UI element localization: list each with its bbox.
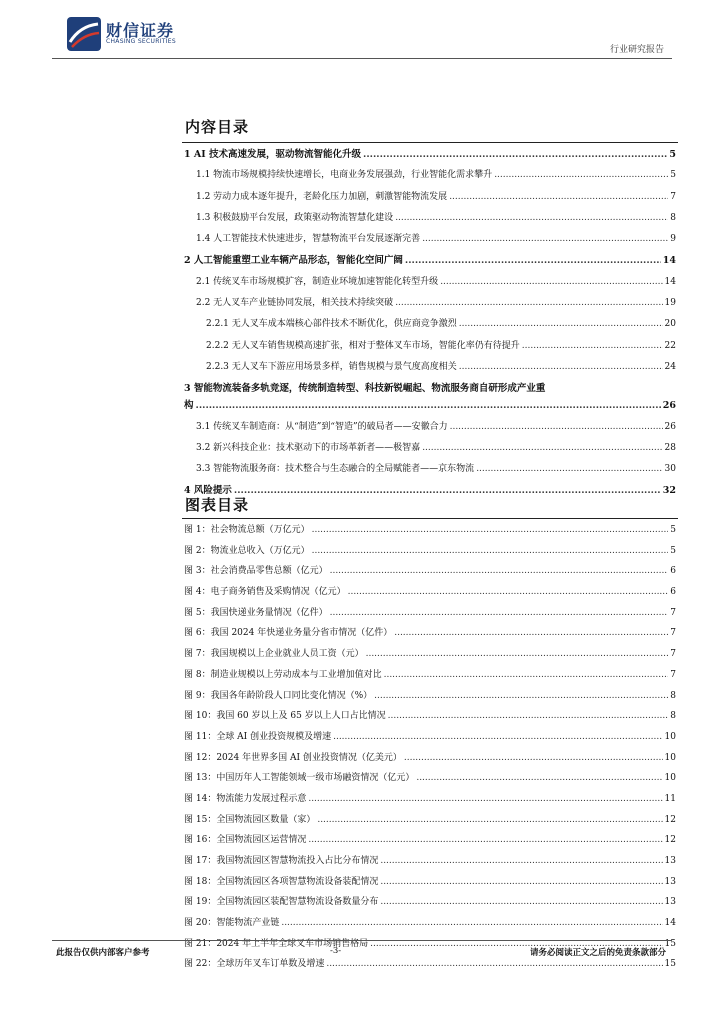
figure-leader-dots — [416, 773, 662, 783]
toc-entry-page: 32 — [662, 485, 676, 497]
toc-entry[interactable] — [184, 210, 676, 231]
figure-entry[interactable] — [184, 832, 676, 853]
table-of-contents — [184, 146, 676, 504]
figure-entry[interactable] — [184, 667, 676, 688]
figure-entry[interactable] — [184, 522, 676, 543]
toc-entry-page: 9 — [670, 234, 676, 245]
toc-entry-text: 1 AI 技术高速发展，驱动物流智能化升级 — [184, 149, 362, 160]
figure-entry[interactable] — [184, 853, 676, 874]
figure-entry-page: 7 — [670, 649, 676, 660]
figure-entry-text: 图 3：社会消费品零售总额（亿元） — [184, 566, 328, 577]
figures-title: 图表目录 — [185, 496, 250, 514]
figure-entry[interactable] — [184, 543, 676, 564]
figure-entry-text: 图 10：我国 60 岁以上及 65 岁以上人口占比情况 — [184, 711, 386, 722]
figure-entry-text: 图 14：物流能力发展过程示意 — [184, 793, 307, 804]
toc-leader-dots — [494, 170, 668, 180]
toc-entry-text: 3.3 智能物流服务商：技术整合与生态融合的全局赋能者——京东物流 — [196, 464, 475, 475]
figure-leader-dots — [326, 959, 662, 969]
company-logo — [66, 16, 186, 52]
figure-leader-dots — [312, 546, 669, 556]
toc-entry[interactable] — [184, 440, 676, 461]
figure-entry-text: 图 12：2024 年世界多国 AI 创业投资情况（亿美元） — [184, 752, 402, 763]
figures-rule — [182, 518, 678, 519]
toc-entry-text: 4 风险提示 — [184, 485, 232, 497]
figure-entry-page: 5 — [670, 525, 676, 535]
toc-entry-text: 2.2.3 无人叉车下游应用场景多样，销售规模与景气度高度相关 — [206, 361, 457, 372]
toc-entry[interactable] — [184, 461, 676, 482]
toc-title: 内容目录 — [185, 118, 250, 136]
toc-entry-text: 2.2 无人叉车产业链协同发展，相关技术持续突破 — [196, 298, 394, 309]
toc-entry-text: 3.2 新兴科技企业：技术驱动下的市场革新者——极智嘉 — [196, 442, 421, 453]
toc-leader-dots — [405, 255, 661, 266]
toc-leader-dots — [422, 443, 662, 453]
figure-leader-dots — [388, 711, 669, 721]
figure-entry-text: 图 16：全国物流园区运营情况 — [184, 835, 307, 846]
figure-entry-page: 7 — [670, 607, 676, 618]
figure-leader-dots — [348, 587, 669, 597]
toc-entry-page: 22 — [664, 340, 676, 351]
figure-entry[interactable] — [184, 750, 676, 771]
toc-entry-page: 7 — [670, 191, 676, 202]
figure-entry-page: 10 — [664, 752, 676, 763]
toc-entry[interactable] — [184, 295, 676, 316]
figure-leader-dots — [333, 732, 662, 742]
figure-entry[interactable] — [184, 874, 676, 895]
figure-entry-text: 图 19：全国物流园区装配智慧物流设备数量分布 — [184, 897, 379, 908]
footer-disclaimer-right: 请务必阅读正文之后的免责条款部分 — [529, 948, 666, 958]
toc-entry-page: 19 — [664, 298, 676, 309]
footer-disclaimer-left: 此报告仅供内部客户参考 — [56, 948, 150, 958]
toc-entry-page: 26 — [662, 400, 676, 412]
toc-rule — [182, 142, 678, 143]
footer-divider — [52, 940, 672, 941]
header-divider — [52, 58, 672, 59]
toc-entry[interactable] — [184, 338, 676, 359]
figure-entry-text: 图 17：我国物流园区智慧物流投入占比分布情况 — [184, 856, 379, 866]
brand-name-en: CHASING SECURITIES — [106, 38, 176, 45]
toc-entry-text: 2.2.1 无人叉车成本端核心部件技术不断优化，供应商竞争激烈 — [206, 319, 457, 330]
toc-entry-line[interactable] — [184, 380, 676, 397]
toc-leader-dots — [476, 464, 662, 474]
figure-entry-page: 7 — [670, 669, 676, 680]
brand-name-cn: 财信证券 — [106, 21, 175, 40]
toc-entry-text: 1.4 人工智能技术快速进步，智慧物流平台发展逐渐完善 — [196, 234, 421, 245]
figure-entry[interactable] — [184, 770, 676, 791]
figure-entry-page: 6 — [670, 587, 676, 598]
toc-entry[interactable] — [184, 231, 676, 252]
figure-entry[interactable] — [184, 729, 676, 750]
toc-entry-page: 26 — [664, 421, 676, 432]
toc-entry[interactable] — [184, 397, 676, 418]
toc-entry-page: 14 — [662, 255, 676, 267]
toc-leader-dots — [395, 213, 668, 223]
figure-entry-page: 12 — [664, 814, 676, 825]
toc-entry[interactable] — [184, 146, 676, 167]
figure-entry-text: 图 22：全球历年叉车订单数及增速 — [184, 959, 325, 970]
toc-leader-dots — [196, 400, 661, 411]
toc-leader-dots — [395, 298, 662, 308]
report-type: 行业研究报告 — [609, 45, 664, 55]
figure-leader-dots — [317, 815, 662, 825]
toc-leader-dots — [449, 192, 668, 202]
figure-entry-text: 图 15：全国物流园区数量（家） — [184, 814, 316, 825]
toc-entry-text: 2.1 传统叉车市场规模扩容，制造业环境加速智能化转型升级 — [196, 276, 439, 287]
figure-leader-dots — [380, 897, 662, 907]
figure-entry-text: 图 4：电子商务销售及采购情况（亿元） — [184, 587, 346, 598]
figure-entry-text: 图 11：全球 AI 创业投资规模及增速 — [184, 731, 332, 742]
figure-entry-text: 图 5：我国快递业务量情况（亿件） — [184, 607, 328, 618]
figure-entry[interactable] — [184, 708, 676, 729]
toc-entry-text: 1.3 积极鼓励平台发展，政策驱动物流智慧化建设 — [196, 212, 394, 223]
figure-leader-dots — [374, 691, 668, 701]
figure-entry-text: 图 18：全国物流园区各项智慧物流设备装配情况 — [184, 876, 379, 887]
figure-entry-text: 图 6：我国 2024 年快递业务量分省市情况（亿件） — [184, 628, 393, 639]
figure-entry-text: 图 2：物流业总收入（万亿元） — [184, 545, 310, 556]
figure-entry-text: 图 7：我国规模以上企业就业人员工资（元） — [184, 649, 364, 660]
toc-entry[interactable] — [184, 482, 676, 503]
toc-entry[interactable] — [184, 252, 676, 273]
toc-entry[interactable] — [184, 189, 676, 210]
toc-leader-dots — [459, 319, 663, 329]
figure-leader-dots — [380, 877, 662, 887]
figure-leader-dots — [330, 566, 669, 576]
toc-entry-text: 1.2 劳动力成本逐年提升，老龄化压力加剧，刺激智能物流发展 — [196, 191, 448, 202]
figure-entry-page: 8 — [670, 711, 676, 722]
toc-entry[interactable] — [184, 167, 676, 188]
figure-entry[interactable] — [184, 915, 676, 936]
logo-mark-icon — [66, 16, 102, 52]
toc-entry[interactable] — [184, 419, 676, 440]
figure-leader-dots — [281, 918, 662, 928]
figure-entry[interactable] — [184, 688, 676, 709]
toc-entry-page: 20 — [664, 319, 676, 330]
figure-entry-page: 12 — [664, 835, 676, 846]
toc-leader-dots — [522, 341, 663, 351]
figure-entry-page: 13 — [664, 876, 676, 887]
toc-leader-dots — [440, 277, 662, 287]
toc-entry-page: 5 — [669, 149, 676, 160]
figure-entry-page: 8 — [670, 690, 676, 701]
figures-list — [184, 522, 676, 977]
figure-entry-text: 图 21：2024 年上半年全球叉车市场销售格局 — [184, 938, 369, 949]
figure-entry[interactable] — [184, 646, 676, 667]
toc-entry-text: 1.1 物流市场规模持续快速增长，电商业务发展强劲，行业智能化需求攀升 — [196, 170, 493, 181]
toc-entry-page: 8 — [670, 212, 676, 223]
figure-entry[interactable] — [184, 605, 676, 626]
figure-entry[interactable] — [184, 563, 676, 584]
toc-entry-text: 3 智能物流装备多轨竞逐，传统制造转型、科技新锐崛起、物流服务商自研形成产业重 — [184, 383, 546, 395]
figure-entry-text: 图 8：制造业规模以上劳动成本与工业增加值对比 — [184, 669, 382, 680]
figure-entry-page: 10 — [664, 773, 676, 784]
figure-leader-dots — [404, 753, 663, 763]
toc-entry-page: 14 — [664, 276, 676, 287]
figure-entry[interactable] — [184, 956, 676, 977]
toc-leader-dots — [422, 234, 668, 244]
toc-leader-dots — [459, 362, 663, 372]
figure-leader-dots — [308, 835, 662, 845]
figure-entry[interactable] — [184, 791, 676, 812]
toc-entry-page: 30 — [664, 464, 676, 475]
figure-leader-dots — [394, 628, 668, 638]
toc-leader-dots — [363, 149, 667, 160]
figure-entry[interactable] — [184, 625, 676, 646]
figure-entry-page: 15 — [664, 959, 676, 970]
figure-entry-page: 15 — [664, 938, 676, 949]
toc-entry-text: 3.1 传统叉车制造商：从“制造”到“智造”的破局者——安徽合力 — [196, 421, 448, 432]
figure-entry-page: 13 — [664, 856, 676, 866]
figure-entry[interactable] — [184, 812, 676, 833]
toc-leader-dots — [450, 422, 663, 432]
toc-leader-dots — [234, 485, 661, 496]
figure-entry[interactable] — [184, 894, 676, 915]
toc-entry-text: 2.2.2 无人叉车销售规模高速扩张，相对于整体叉车市场，智能化率仍有待提升 — [206, 340, 520, 351]
toc-entry-text-cont: 构 — [184, 400, 194, 412]
figure-entry-page: 13 — [664, 897, 676, 908]
figure-entry-text: 图 9：我国各年龄阶段人口同比变化情况（%） — [184, 690, 373, 701]
figure-entry-page: 14 — [664, 918, 676, 929]
page-number: -3- — [330, 946, 342, 956]
toc-entry-text: 2 人工智能重塑工业车辆产品形态，智能化空间广阔 — [184, 255, 403, 267]
toc-entry-page: 28 — [664, 442, 676, 453]
figure-entry-page: 6 — [670, 566, 676, 577]
toc-entry[interactable] — [184, 316, 676, 337]
toc-entry-page: 24 — [664, 361, 676, 372]
toc-entry[interactable] — [184, 274, 676, 295]
figure-entry-text: 图 20：智能物流产业链 — [184, 918, 280, 929]
figure-leader-dots — [366, 649, 669, 659]
figure-entry-text: 图 1：社会物流总额（万亿元） — [184, 525, 310, 535]
figure-leader-dots — [380, 856, 662, 866]
figure-leader-dots — [312, 525, 669, 535]
figure-entry-page: 10 — [664, 731, 676, 742]
figure-entry-page: 5 — [670, 545, 676, 556]
toc-entry[interactable] — [184, 359, 676, 380]
figure-entry-page: 11 — [664, 793, 676, 804]
toc-entry-page: 5 — [670, 170, 676, 181]
figure-leader-dots — [330, 608, 669, 618]
figure-leader-dots — [384, 670, 669, 680]
figure-entry-page: 7 — [670, 628, 676, 639]
figure-leader-dots — [308, 794, 662, 804]
figure-entry[interactable] — [184, 584, 676, 605]
figure-entry-text: 图 13：中国历年人工智能领域一级市场融资情况（亿元） — [184, 773, 415, 784]
